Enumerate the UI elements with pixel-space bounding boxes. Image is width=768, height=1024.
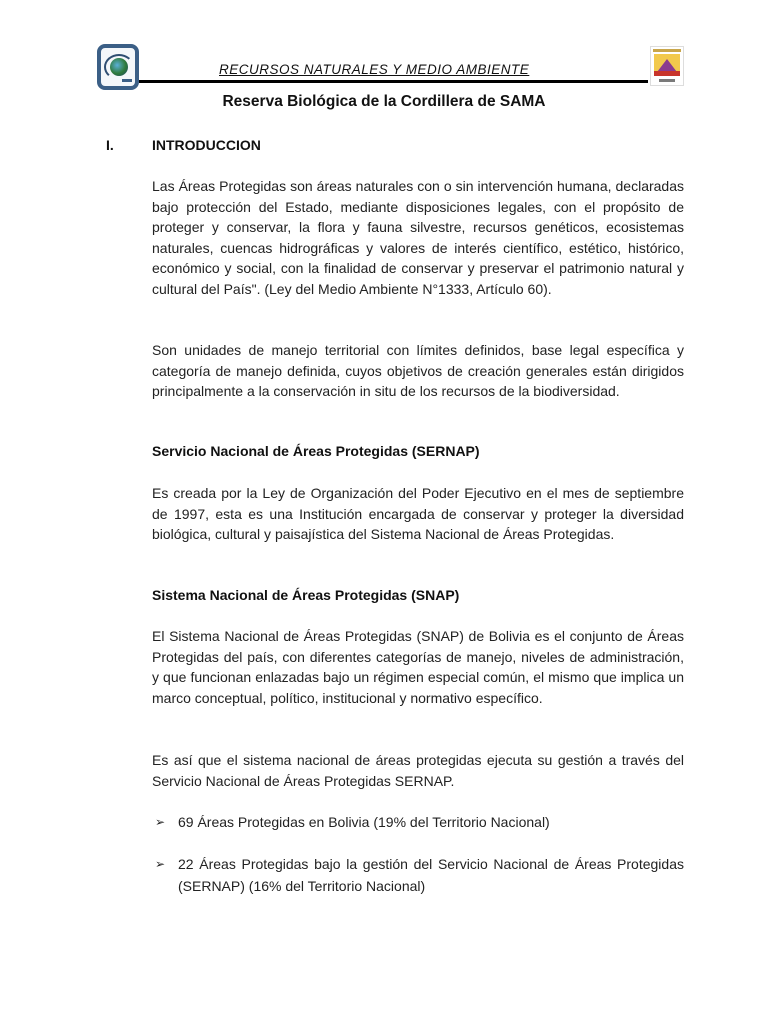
arrow-bullet-icon: ➢ — [155, 857, 166, 871]
logo-tag — [122, 79, 132, 82]
emblem-bottom-band — [659, 79, 675, 82]
emblem-top-band — [653, 49, 681, 52]
paragraph-sernap: Es creada por la Ley de Organización del Poder Ejecutivo en el mes de septiembre de 1997, esta es una Institución encargada de conservar y proteger la diversidad biológica, cultural y paisajística del Sistema Nacional de Áreas Protegidas. — [152, 485, 684, 542]
paragraph-snap: El Sistema Nacional de Áreas Protegidas (SNAP) de Bolivia es el conjunto de Áreas Protegidas del país, con diferentes categorías de manejo, niveles de administración, y que funcionan enlazadas bajo un régimen especial común, el mismo que implica un marco conceptual, político, institucional y normativo específico. — [152, 628, 684, 706]
paragraph-unidades-manejo: Son unidades de manejo territorial con límites definidos, base legal específica y categoría de manejo definida, cuyos objetivos de creación generales están dirigidos principalmente a la conservación in situ de los recursos de la biodiversidad. — [152, 342, 684, 399]
header-rule — [139, 80, 648, 83]
document-title: Reserva Biológica de la Cordillera de SAMA — [222, 93, 546, 110]
globe-logo-icon — [97, 44, 139, 90]
emblem-red-band — [654, 71, 680, 76]
arrow-bullet-icon: ➢ — [155, 815, 166, 829]
list-item-text: 22 Áreas Protegidas bajo la gestión del Servicio Nacional de Áreas Protegidas (SERNAP) (16% del Territorio Nacional) — [178, 856, 684, 894]
section-title: INTRODUCCION — [152, 137, 261, 153]
running-header-title: RECURSOS NATURALES Y MEDIO AMBIENTE — [219, 62, 530, 77]
list-item-text: 69 Áreas Protegidas en Bolivia (19% del Territorio Nacional) — [178, 814, 550, 830]
list-item — [152, 811, 684, 833]
subheading-snap: Sistema Nacional de Áreas Protegidas (SNAP) — [152, 587, 460, 603]
section-number: I. — [106, 137, 114, 153]
logo-globe — [110, 58, 128, 76]
mountain-emblem-icon — [650, 46, 684, 86]
paragraph-areas-protegidas: Las Áreas Protegidas son áreas naturales con o sin intervención humana, declaradas bajo protección del Estado, mediante disposiciones legales, con el propósito de proteger y conservar, la flora y fauna silvestre, recursos genéticos, ecosistemas naturales, cuencas hidrográficas y valores de interés científico, estético, histórico, económico y social, con la finalidad de conservar y preservar el patrimonio natural y cultural del País". (Ley del Medio Ambiente N°1333, Artículo 60). — [152, 178, 684, 297]
list-item — [152, 853, 684, 897]
subheading-sernap: Servicio Nacional de Áreas Protegidas (SERNAP) — [152, 443, 480, 459]
paragraph-gestion: Es así que el sistema nacional de áreas protegidas ejecuta su gestión a través del Servicio Nacional de Áreas Protegidas SERNAP. — [152, 752, 684, 789]
